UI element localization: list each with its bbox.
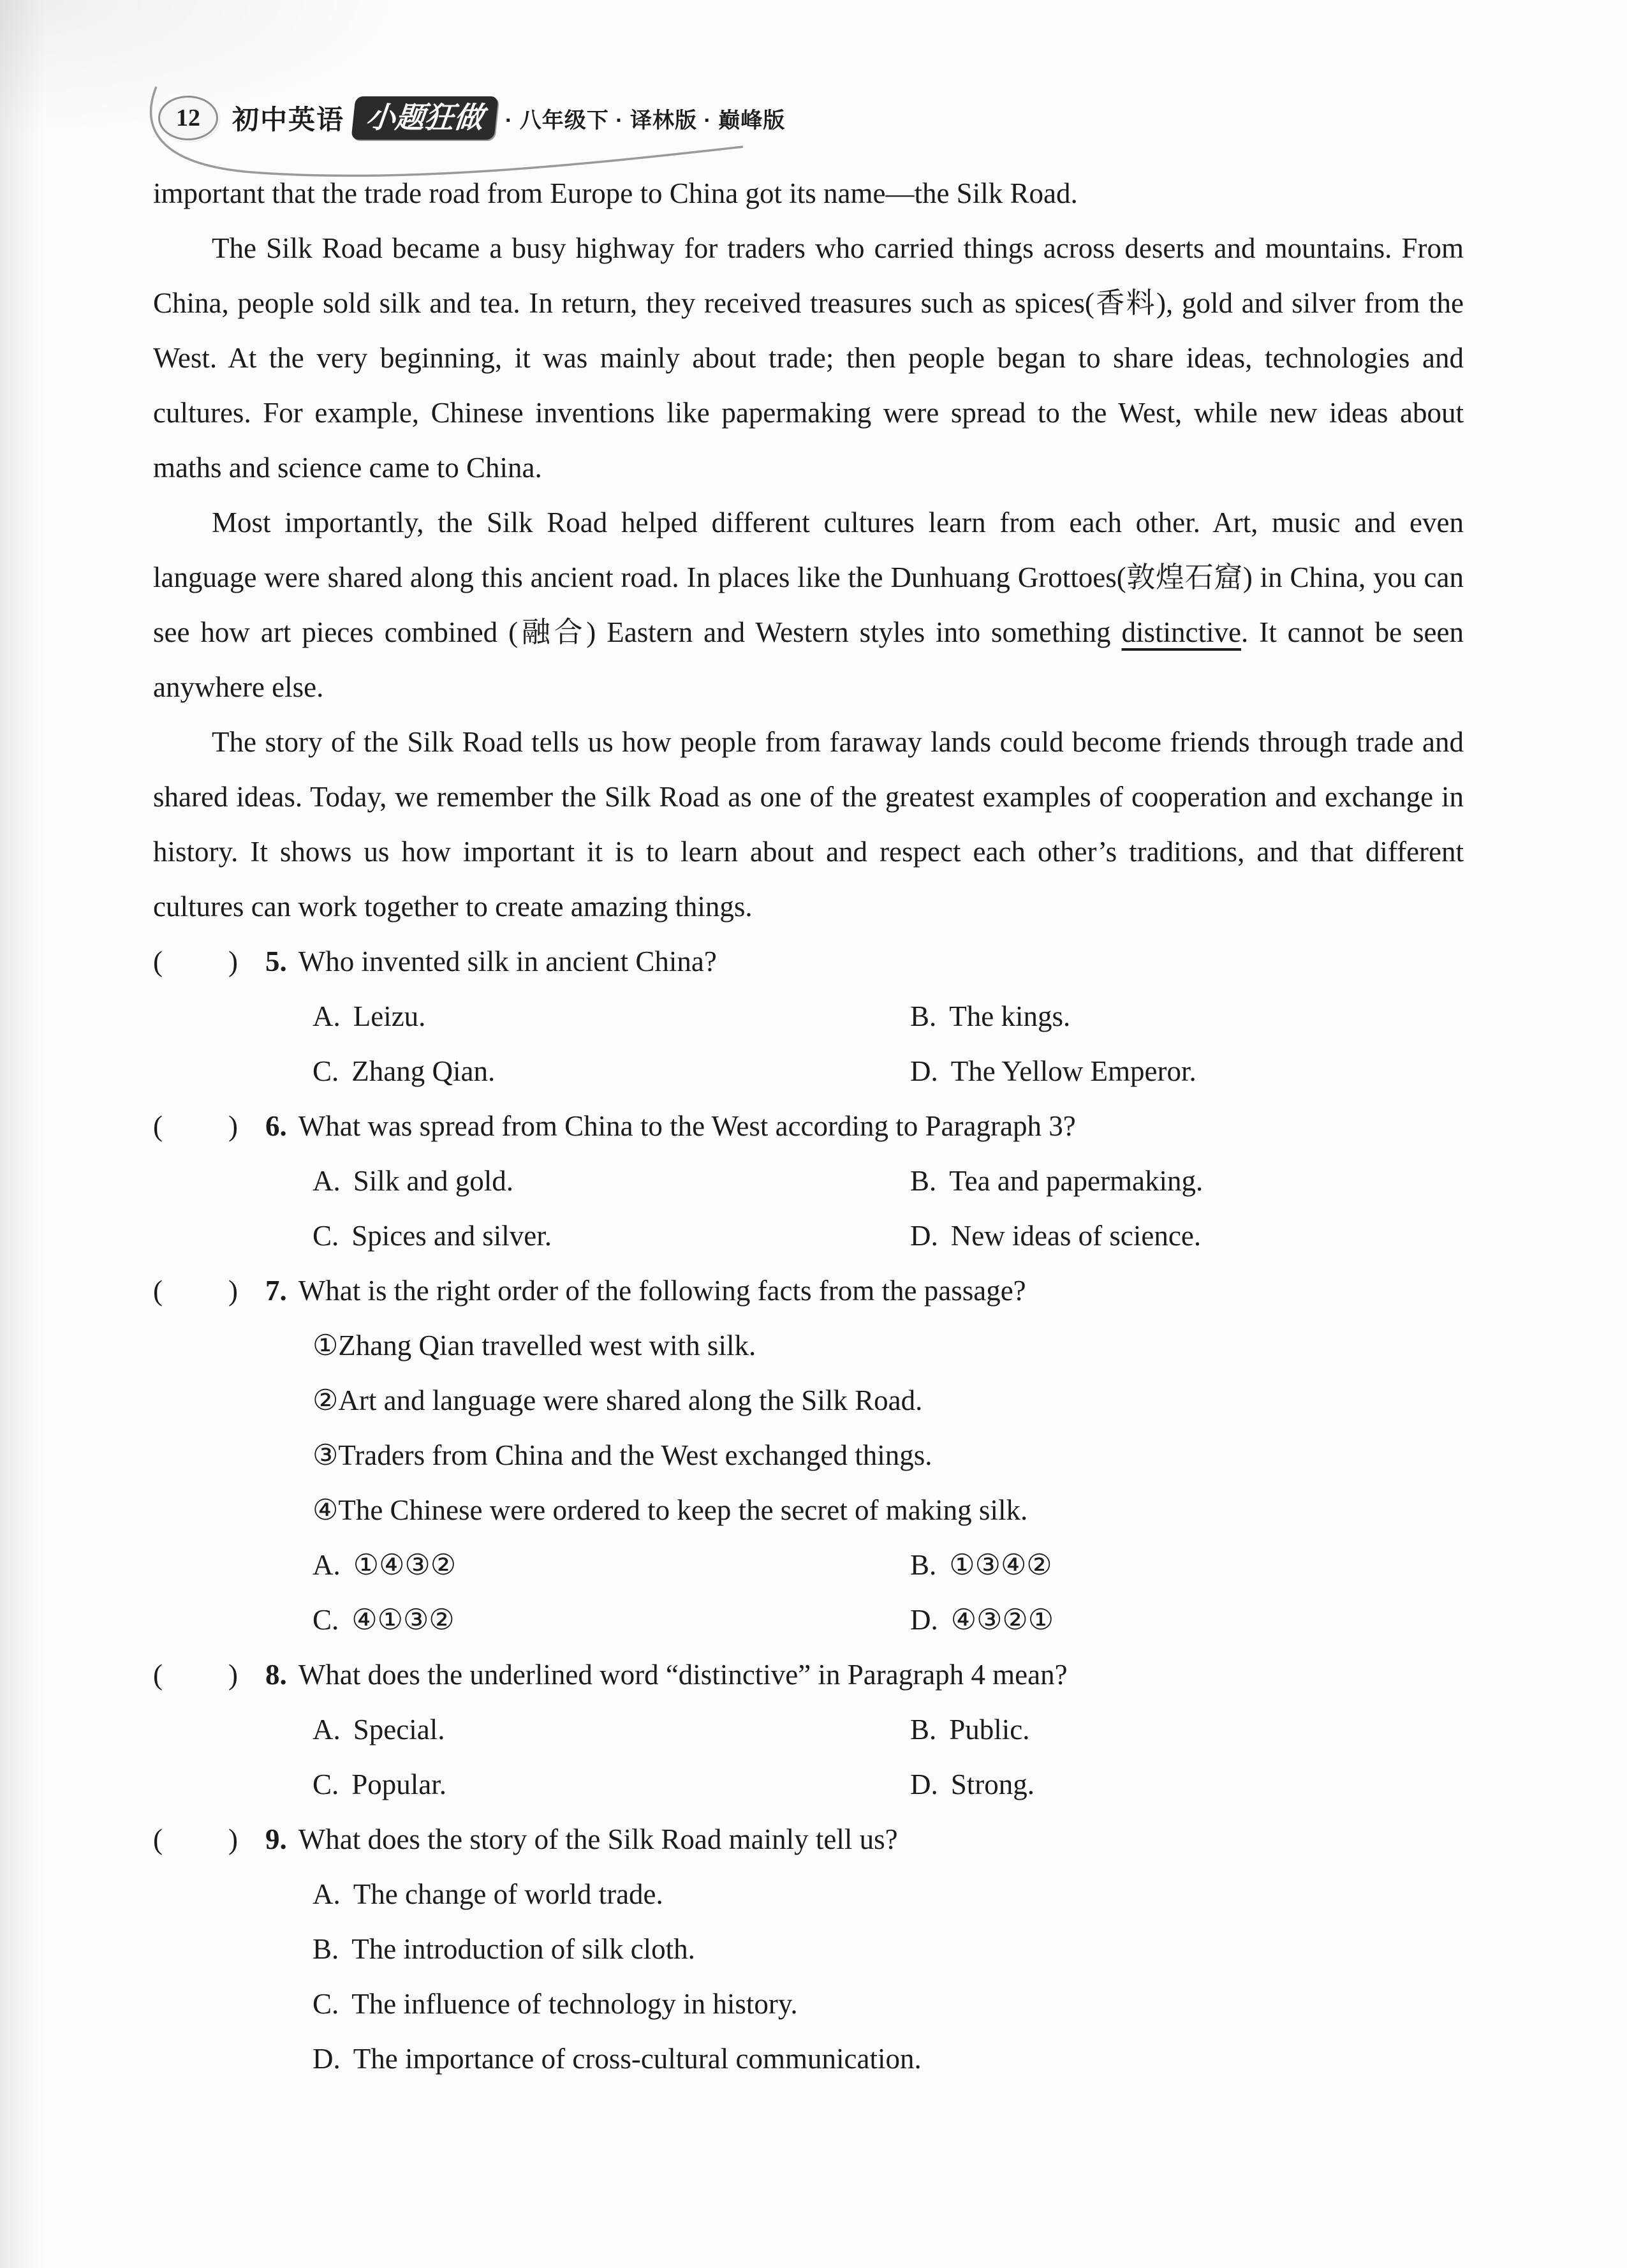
page-header bbox=[0, 0, 1627, 140]
option-text: Silk and gold. bbox=[353, 1165, 514, 1197]
question-6-options bbox=[313, 1153, 1464, 1263]
bracket-open: ( bbox=[153, 1275, 163, 1307]
option-label: C. bbox=[313, 1220, 339, 1252]
option-text: Tea and papermaking. bbox=[949, 1165, 1204, 1197]
bracket-close: ) bbox=[228, 1275, 238, 1307]
passage-paragraph-1: important that the trade road from Europe to China got its name—the Silk Road. bbox=[153, 177, 1078, 209]
question-5 bbox=[153, 934, 1464, 1099]
passage-paragraph-3 bbox=[153, 495, 1464, 715]
option-text: ④③②① bbox=[950, 1604, 1054, 1636]
option-text: The kings. bbox=[949, 1000, 1071, 1032]
question-stem: What is the right order of the following facts from the passage? bbox=[298, 1275, 1026, 1307]
question-9-options bbox=[313, 1867, 1464, 2086]
bracket-open: ( bbox=[153, 945, 163, 977]
option-label: B. bbox=[910, 1714, 937, 1745]
option-D bbox=[910, 1592, 1464, 1647]
fact-4: ④The Chinese were ordered to keep the secret of making silk. bbox=[313, 1494, 1028, 1526]
page-number: 12 bbox=[176, 105, 200, 131]
reading-passage bbox=[0, 140, 1627, 934]
fact-3: ③Traders from China and the West exchanged things. bbox=[313, 1439, 932, 1471]
option-text: Special. bbox=[353, 1714, 445, 1745]
question-stem: What does the story of the Silk Road mainly tell us? bbox=[298, 1823, 898, 1855]
option-label: A. bbox=[313, 1549, 341, 1581]
option-D bbox=[313, 2031, 1464, 2086]
option-label: A. bbox=[313, 1000, 341, 1032]
option-text: Leizu. bbox=[353, 1000, 426, 1032]
option-label: A. bbox=[313, 1714, 341, 1745]
option-text: Public. bbox=[949, 1714, 1030, 1745]
bracket-close: ) bbox=[228, 1823, 238, 1855]
passage-paragraph-4: The story of the Silk Road tells us how people from faraway lands could become friends through trade and shared ideas. Today, we remember the Silk Road as one of the greatest examples of cooperation and exchange in history. It shows us how important it is to learn about and respect each other’s traditions, and that different cultures can work together to create amazing things. bbox=[153, 726, 1464, 923]
option-A bbox=[313, 989, 910, 1044]
fact-2: ②Art and language were shared along the Silk Road. bbox=[313, 1384, 923, 1416]
book-title bbox=[232, 96, 785, 140]
option-C bbox=[313, 1208, 910, 1263]
option-label: D. bbox=[910, 1220, 938, 1252]
option-text: The influence of technology in history. bbox=[351, 1988, 798, 2020]
question-5-options bbox=[313, 989, 1464, 1099]
option-text: The introduction of silk cloth. bbox=[351, 1933, 695, 1965]
question-8-options bbox=[313, 1702, 1464, 1812]
question-7-options bbox=[313, 1538, 1464, 1647]
fact-1: ①Zhang Qian travelled west with silk. bbox=[313, 1330, 756, 1361]
bracket-open: ( bbox=[153, 1823, 163, 1855]
answer-blank bbox=[153, 1812, 238, 1867]
option-A bbox=[313, 1153, 910, 1208]
option-text: Strong. bbox=[950, 1768, 1035, 1800]
option-label: C. bbox=[313, 1988, 339, 2020]
answer-blank bbox=[153, 1263, 238, 1318]
question-7 bbox=[153, 1263, 1464, 1647]
option-label: B. bbox=[910, 1165, 937, 1197]
option-B bbox=[910, 989, 1464, 1044]
option-D bbox=[910, 1208, 1464, 1263]
option-text: The Yellow Emperor. bbox=[950, 1055, 1196, 1087]
option-text: ④①③② bbox=[351, 1604, 455, 1636]
question-list bbox=[0, 934, 1627, 2086]
option-label: C. bbox=[313, 1604, 339, 1636]
answer-blank bbox=[153, 934, 238, 989]
option-A bbox=[313, 1538, 910, 1592]
option-B bbox=[910, 1153, 1464, 1208]
book-edition: · 八年级下 · 译林版 · 巅峰版 bbox=[505, 108, 786, 133]
question-5-stem-line bbox=[153, 934, 1464, 989]
option-label: A. bbox=[313, 1878, 341, 1910]
option-label: B. bbox=[910, 1549, 937, 1581]
underlined-word: distinctive bbox=[1121, 616, 1241, 648]
option-D bbox=[910, 1757, 1464, 1812]
bracket-open: ( bbox=[153, 1659, 163, 1691]
option-text: ①④③② bbox=[353, 1549, 457, 1581]
option-C bbox=[313, 1592, 910, 1647]
question-stem: Who invented silk in ancient China? bbox=[298, 945, 717, 977]
bracket-close: ) bbox=[228, 945, 238, 977]
option-C bbox=[313, 1757, 910, 1812]
book-subject: 初中英语 bbox=[232, 105, 345, 135]
question-number: 6. bbox=[265, 1110, 287, 1142]
option-D bbox=[910, 1044, 1464, 1099]
option-label: C. bbox=[313, 1768, 339, 1800]
option-label: D. bbox=[910, 1055, 938, 1087]
option-text: Popular. bbox=[351, 1768, 447, 1800]
question-9 bbox=[153, 1812, 1464, 2086]
question-stem: What was spread from China to the West according to Paragraph 3? bbox=[298, 1110, 1076, 1142]
question-7-fact-list bbox=[313, 1318, 1464, 1538]
question-number: 9. bbox=[265, 1823, 287, 1855]
option-C bbox=[313, 1976, 1464, 2031]
option-A bbox=[313, 1867, 1464, 1922]
option-text: New ideas of science. bbox=[950, 1220, 1202, 1252]
question-9-stem-line bbox=[153, 1812, 1464, 1867]
option-B bbox=[910, 1702, 1464, 1757]
option-label: D. bbox=[313, 2043, 341, 2075]
question-number: 5. bbox=[265, 945, 287, 977]
question-7-stem-line bbox=[153, 1263, 1464, 1318]
page-number-badge bbox=[158, 96, 218, 140]
option-label: D. bbox=[910, 1768, 938, 1800]
brand-logo: 小题狂做 bbox=[351, 96, 498, 140]
question-stem: What does the underlined word “distinctive” in Paragraph 4 mean? bbox=[298, 1659, 1068, 1691]
option-label: D. bbox=[910, 1604, 938, 1636]
option-label: C. bbox=[313, 1055, 339, 1087]
option-label: A. bbox=[313, 1165, 341, 1197]
bracket-close: ) bbox=[228, 1110, 238, 1142]
option-A bbox=[313, 1702, 910, 1757]
bracket-open: ( bbox=[153, 1110, 163, 1142]
answer-blank bbox=[153, 1647, 238, 1702]
option-B bbox=[313, 1922, 1464, 1976]
bracket-close: ) bbox=[228, 1659, 238, 1691]
passage-paragraph-2: The Silk Road became a busy highway for traders who carried things across deserts and mountains. From China, people sold silk and tea. In return, they received treasures such as spices(香料), gold and silver from the West. At the very beginning, it was mainly about trade; then people began to share ideas, technologies and cultures. For example, Chinese inventions like papermaking were spread to the West, while new ideas about maths and science came to China. bbox=[153, 232, 1464, 484]
question-6-stem-line bbox=[153, 1099, 1464, 1153]
option-label: B. bbox=[313, 1933, 339, 1965]
question-number: 7. bbox=[265, 1275, 287, 1307]
option-label: B. bbox=[910, 1000, 937, 1032]
option-C bbox=[313, 1044, 910, 1099]
option-text: The importance of cross-cultural communication. bbox=[353, 2043, 922, 2075]
question-6 bbox=[153, 1099, 1464, 1263]
option-B bbox=[910, 1538, 1464, 1592]
paragraph-3-text: Most importantly, the Silk Road helped different cultures learn from each other. Art, music and even language were shared along this ancient road. In places like the Dunhuang Grottoes(敦煌石窟) in China, you can see how art pieces combined (融合) Eastern and Western styles into something bbox=[153, 507, 1464, 648]
question-8 bbox=[153, 1647, 1464, 1812]
question-8-stem-line bbox=[153, 1647, 1464, 1702]
option-text: Zhang Qian. bbox=[351, 1055, 496, 1087]
option-text: The change of world trade. bbox=[353, 1878, 663, 1910]
option-text: Spices and silver. bbox=[351, 1220, 552, 1252]
answer-blank bbox=[153, 1099, 238, 1153]
option-text: ①③④② bbox=[949, 1549, 1052, 1581]
paragraph-3-text-end: . It cannot be seen anywhere else. bbox=[153, 616, 1464, 703]
question-number: 8. bbox=[265, 1659, 287, 1691]
